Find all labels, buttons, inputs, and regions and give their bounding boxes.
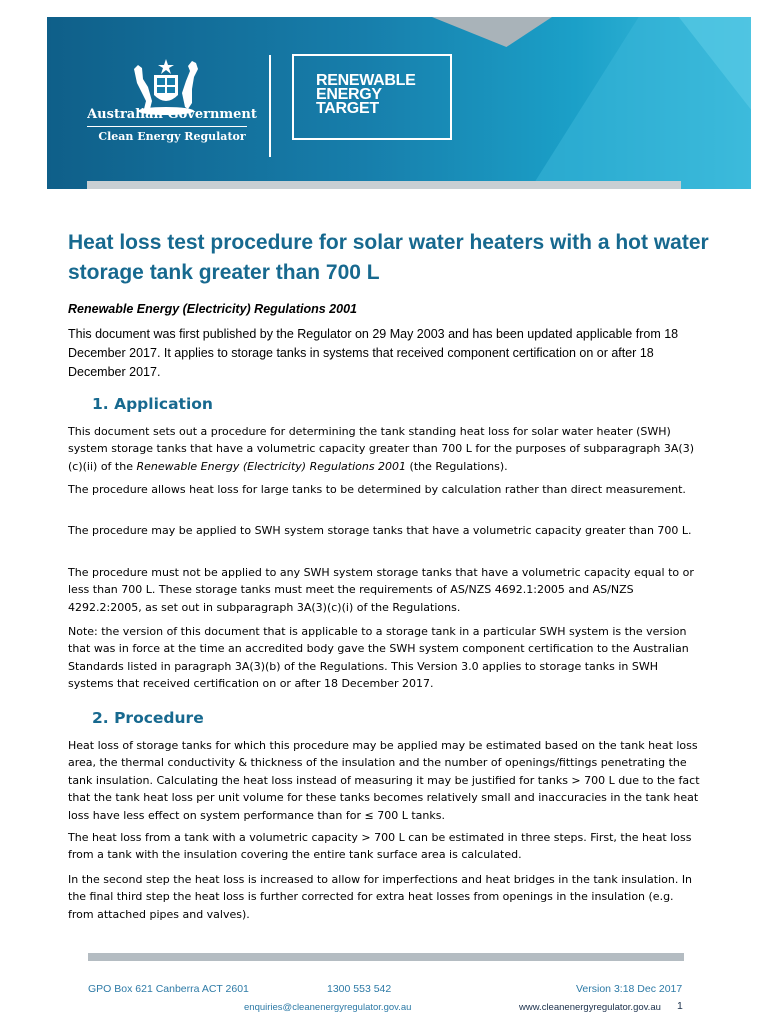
- footer-phone: 1300 553 542: [327, 983, 392, 995]
- footer-address: GPO Box 621 Canberra ACT 2601: [88, 983, 249, 995]
- application-paragraph-1-tail: (the Regulations).: [406, 459, 508, 473]
- intro-paragraph: This document was first published by the Regulator on 29 May 2003 and has been updated applicable from 18 December 2017. It applies to storage tanks in systems that received component certification on or after 18 December 2017.: [68, 327, 679, 379]
- procedure-paragraph-1: Heat loss of storage tanks for which this procedure may be applied may be estimated based on the tank heat loss area, the thermal conductivity & thickness of the insulation and the number of openings/fittings penetrating the tank insulation. Calculating the heat loss instead of measuring it may be justified for tanks > 700 L due to the fact that the tank heat loss per unit volume for these tanks becomes relatively small and inaccuracies in the tank heat loss have less effect on system performance than for ≤ 700 L tanks.: [68, 739, 700, 822]
- government-title: Australian Government: [87, 107, 257, 122]
- government-title-rule: [87, 126, 247, 127]
- application-paragraph-3: The procedure may be applied to SWH system storage tanks that have a volumetric capacity greater than 700 L.: [68, 524, 692, 537]
- procedure-paragraph-2: The heat loss from a tank with a volumetric capacity > 700 L can be estimated in three steps. First, the heat loss from a tank with the insulation covering the entire tank surface area is calculated.: [68, 831, 692, 862]
- footer-email-link[interactable]: enquiries@cleanenergyregulator.gov.au: [244, 1002, 412, 1013]
- document-title: Heat loss test procedure for solar water heaters with a hot water storage tank greater than 700 L: [68, 231, 709, 284]
- application-note: Note: the version of this document that is applicable to a storage tank in a particular SWH system is the version that was in force at the time an accredited body gave the SWH system component certification to the Australian Standards listed in paragraph 3A(3)(b) of the Regulations. This Version 3.0 applies to storage tanks in SWH systems that received certification on or after 18 December 2017.: [68, 625, 689, 691]
- banner-bottom-stripe: [87, 181, 681, 189]
- program-logo-line-1: RENEWABLE: [316, 72, 416, 89]
- footer-rule: [88, 953, 684, 961]
- page-number: 1: [677, 1000, 683, 1012]
- application-paragraph-1-text: This document sets out a procedure for determining the tank standing heat loss for solar water heater (SWH) system storage tanks that have a volumetric capacity greater than 700 L for the purposes of subparagraph 3A(3)(c)(ii) of the: [68, 425, 694, 473]
- regulation-reference: Renewable Energy (Electricity) Regulations 2001: [136, 459, 407, 473]
- section-heading-application: 1. Application: [92, 395, 213, 413]
- program-logo-text: [316, 74, 416, 116]
- agency-name: Clean Energy Regulator: [98, 130, 246, 143]
- application-paragraph-2: The procedure allows heat loss for large tanks to be determined by calculation rather than direct measurement.: [68, 483, 686, 496]
- program-logo-box: [292, 54, 452, 140]
- header-banner: [47, 17, 751, 189]
- program-logo-line-3: TARGET: [316, 100, 379, 117]
- regulation-subtitle: Renewable Energy (Electricity) Regulations 2001: [68, 302, 357, 316]
- program-logo-line-2: ENERGY: [316, 86, 382, 103]
- section-heading-procedure: 2. Procedure: [92, 709, 204, 727]
- procedure-paragraph-3: In the second step the heat loss is increased to allow for imperfections and heat bridges in the tank insulation. In the final third step the heat loss is further corrected for extra heat losses from openings in the insulation (e.g. from attached pipes and valves).: [68, 873, 693, 921]
- application-paragraph-4: The procedure must not be applied to any SWH system storage tanks that have a volumetric capacity equal to or less than 700 L. These storage tanks must meet the requirements of AS/NZS 4692.1:2005 and AS/NZS 4292.2:2005, as set out in subparagraph 3A(3)(c)(i) of the Regulations.: [68, 566, 694, 614]
- footer-website-link[interactable]: www.cleanenergyregulator.gov.au: [519, 1002, 661, 1013]
- footer-version: Version 3:18 Dec 2017: [576, 983, 683, 995]
- banner-grey-triangle: [432, 17, 552, 47]
- application-paragraph-1: [68, 423, 700, 475]
- logo-divider: [269, 55, 271, 157]
